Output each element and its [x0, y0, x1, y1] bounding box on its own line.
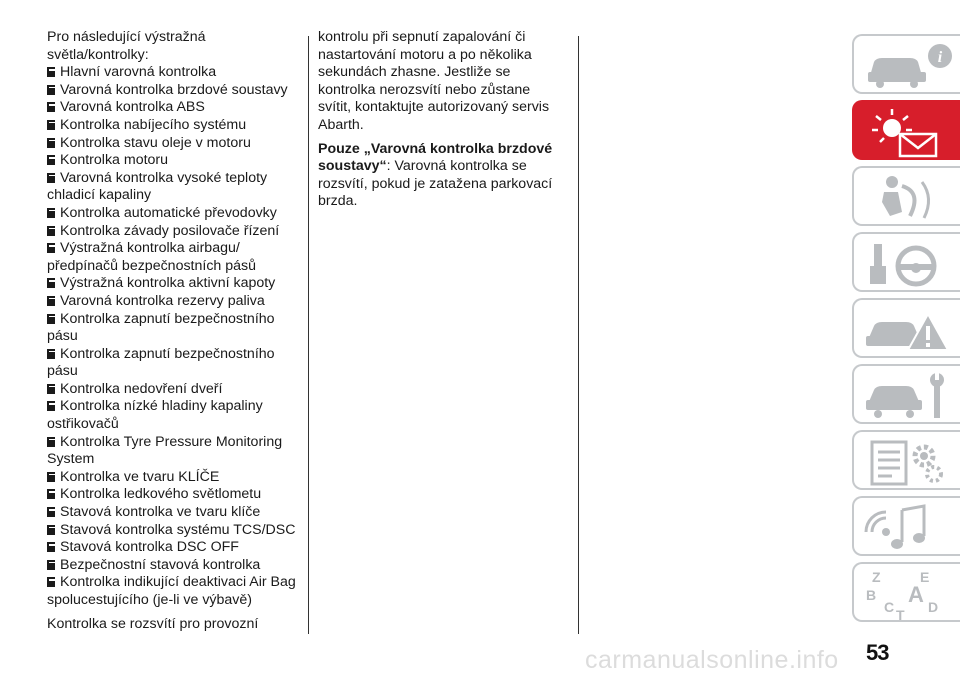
bullet-icon	[47, 155, 55, 165]
list-item: Kontrolka motoru	[47, 152, 303, 170]
bullet-icon	[47, 226, 55, 236]
page-number: 53	[866, 640, 889, 665]
bullet-icon	[47, 296, 55, 306]
list-item: Kontrolka nabíjecího systému	[47, 117, 303, 135]
list-item: Varovná kontrolka brzdové soustavy	[47, 82, 303, 100]
bullet-icon	[47, 102, 55, 112]
list-item: Hlavní varovná kontrolka	[47, 64, 303, 82]
list-item: Bezpečnostní stavová kontrolka	[47, 557, 303, 575]
tab-warning-lights[interactable]	[852, 100, 960, 160]
bullet-icon	[47, 243, 55, 253]
bullet-icon	[47, 138, 55, 148]
list-item: Kontrolka ledkového světlometu	[47, 486, 303, 504]
tab-car-info[interactable]	[852, 34, 960, 94]
specifications-gear-icon	[862, 436, 954, 488]
paragraph-brake-only: Pouze „Varovná kontrolka brzdové soustavy“: Varovná kontrolka se rozsvítí, pokud je zatažena parkovací brzda.	[318, 140, 553, 210]
column-divider-right	[578, 36, 579, 634]
index-letter: A	[908, 582, 924, 607]
car-wrench-icon	[862, 370, 954, 422]
list-item: Kontrolka zapnutí bezpečnostního pásu	[47, 310, 275, 345]
list-item: Kontrolka indikující deaktivaci Air Bag spolucestujícího (je-li ve výbavě)	[47, 574, 296, 608]
tab-safety[interactable]	[852, 166, 960, 226]
bullet-icon	[47, 208, 55, 218]
warning-light-message-icon	[862, 106, 954, 158]
list-item: Kontrolka stavu oleje v motoru	[47, 135, 303, 153]
bullet-icon	[47, 507, 55, 517]
tab-index[interactable]	[852, 562, 960, 622]
bullet-icon	[47, 384, 55, 394]
bullet-icon	[47, 278, 55, 288]
bullet-icon	[47, 401, 55, 411]
bullet-icon	[47, 314, 55, 324]
bullet-icon	[47, 67, 55, 77]
outro-text: Kontrolka se rozsvítí pro provozní	[47, 615, 259, 632]
tab-multimedia[interactable]	[852, 496, 960, 556]
key-steering-wheel-icon	[862, 238, 954, 290]
middle-text-column	[318, 29, 566, 217]
tab-emergency[interactable]	[852, 298, 960, 358]
index-letter: Z	[872, 569, 881, 585]
bullet-icon	[47, 577, 55, 587]
list-item: Stavová kontrolka DSC OFF	[47, 539, 303, 557]
left-text-column	[47, 29, 303, 633]
watermark-footer: carmanualsonline.info	[585, 646, 839, 674]
car-info-icon	[862, 40, 954, 92]
bullet-icon	[47, 489, 55, 499]
list-item: Varovná kontrolka rezervy paliva	[47, 293, 303, 311]
bullet-icon	[47, 525, 55, 535]
svg-text:i: i	[937, 49, 943, 66]
bullet-icon	[47, 85, 55, 95]
bullet-icon	[47, 349, 55, 359]
bullet-icon	[47, 472, 55, 482]
list-item: Kontrolka automatické převodovky	[47, 205, 303, 223]
list-item: Varovná kontrolka vysoké teploty chladicí kapaliny	[47, 169, 268, 204]
bullet-icon	[47, 173, 55, 183]
tab-maintenance[interactable]	[852, 364, 960, 424]
list-item: Kontrolka závady posilovače řízení	[47, 223, 303, 241]
seat-airbag-icon	[862, 172, 954, 224]
paragraph-check: kontrolu při sepnutí zapalování či nastartování motoru a po několika sekundách zhasne. Jestliže se kontrolka nerozsvítí nebo zůstane svítit, kontaktujte autorizovaný servis Abarth.	[318, 29, 550, 133]
bullet-icon	[47, 560, 55, 570]
bullet-icon	[47, 120, 55, 130]
index-letter: T	[896, 607, 905, 620]
list-item: Kontrolka nízké hladiny kapaliny ostřikovačů	[47, 398, 263, 433]
bold-label: Pouze „Varovná kontrolka brzdové soustavy“	[318, 140, 553, 175]
intro-text: Pro následující výstražná světla/kontrolky:	[47, 29, 206, 63]
car-warning-triangle-icon	[862, 304, 954, 356]
list-item: Stavová kontrolka ve tvaru klíče	[47, 504, 303, 522]
index-letter: E	[920, 569, 930, 585]
multimedia-music-icon	[862, 502, 954, 554]
list-item: Stavová kontrolka systému TCS/DSC	[47, 522, 303, 540]
index-letter: B	[866, 587, 877, 603]
bullet-icon	[47, 542, 55, 552]
list-item: Varovná kontrolka ABS	[47, 99, 303, 117]
bullet-icon	[47, 437, 55, 447]
index-letter: D	[928, 599, 939, 615]
warning-light-list	[47, 64, 303, 609]
list-item: Kontrolka Tyre Pressure Monitoring System	[47, 433, 283, 468]
index-letter: C	[884, 599, 895, 615]
list-item: Kontrolka zapnutí bezpečnostního pásu	[47, 345, 275, 380]
column-divider-left	[308, 36, 309, 634]
list-item: Kontrolka nedovření dveří	[47, 381, 303, 399]
tab-technical-data[interactable]	[852, 430, 960, 490]
list-item: Výstražná kontrolka aktivní kapoty	[47, 275, 303, 293]
list-item: Kontrolka ve tvaru KLÍČE	[47, 469, 303, 487]
alphabetical-index-icon	[862, 568, 954, 620]
list-item: Výstražná kontrolka airbagu/ předpínačů bezpečnostních pásů	[47, 240, 257, 274]
tab-starting-driving[interactable]	[852, 232, 960, 292]
